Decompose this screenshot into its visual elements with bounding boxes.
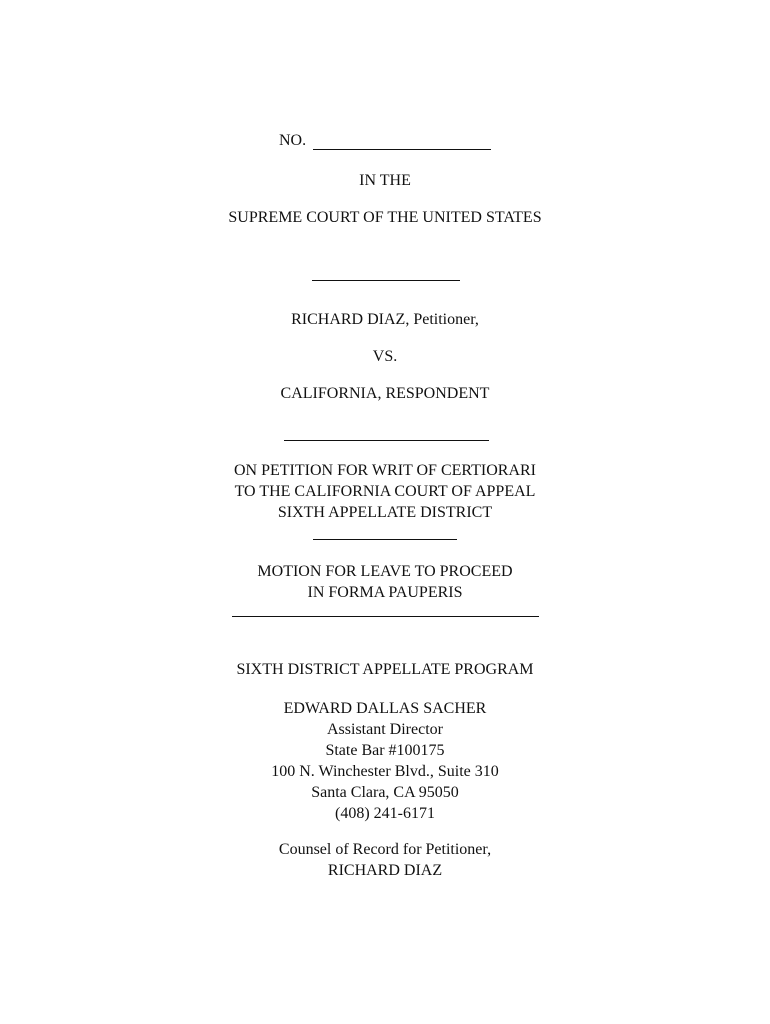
court-intro: IN THE <box>359 172 411 189</box>
petition-line-2: TO THE CALIFORNIA COURT OF APPEAL <box>234 483 536 500</box>
client-name: RICHARD DIAZ <box>327 862 443 879</box>
attorney-name: EDWARD DALLAS SACHER <box>283 700 487 717</box>
motion-line-2: IN FORMA PAUPERIS <box>307 584 463 601</box>
divider-1 <box>312 280 460 281</box>
phone-number: (408) 241-6171 <box>335 805 435 822</box>
petition-line-1: ON PETITION FOR WRIT OF CERTIORARI <box>233 462 536 479</box>
counsel-role: Counsel of Record for Petitioner, <box>278 841 492 858</box>
respondent-line: CALIFORNIA, RESPONDENT <box>280 385 490 402</box>
divider-3 <box>313 539 457 540</box>
state-bar-number: State Bar #100175 <box>325 742 445 759</box>
court-name: SUPREME COURT OF THE UNITED STATES <box>228 209 542 226</box>
case-number-label: NO. <box>279 132 307 149</box>
versus-line: VS. <box>372 348 398 365</box>
divider-2 <box>284 440 489 441</box>
program-name: SIXTH DISTRICT APPELLATE PROGRAM <box>236 661 534 678</box>
divider-4 <box>232 616 539 617</box>
motion-line-1: MOTION FOR LEAVE TO PROCEED <box>257 563 513 580</box>
petition-line-3: SIXTH APPELLATE DISTRICT <box>277 504 493 521</box>
attorney-title: Assistant Director <box>327 721 443 738</box>
address-line-2: Santa Clara, CA 95050 <box>311 784 459 801</box>
case-number-blank <box>313 149 491 150</box>
petitioner-line: RICHARD DIAZ, Petitioner, <box>291 311 479 328</box>
address-line-1: 100 N. Winchester Blvd., Suite 310 <box>271 763 499 780</box>
